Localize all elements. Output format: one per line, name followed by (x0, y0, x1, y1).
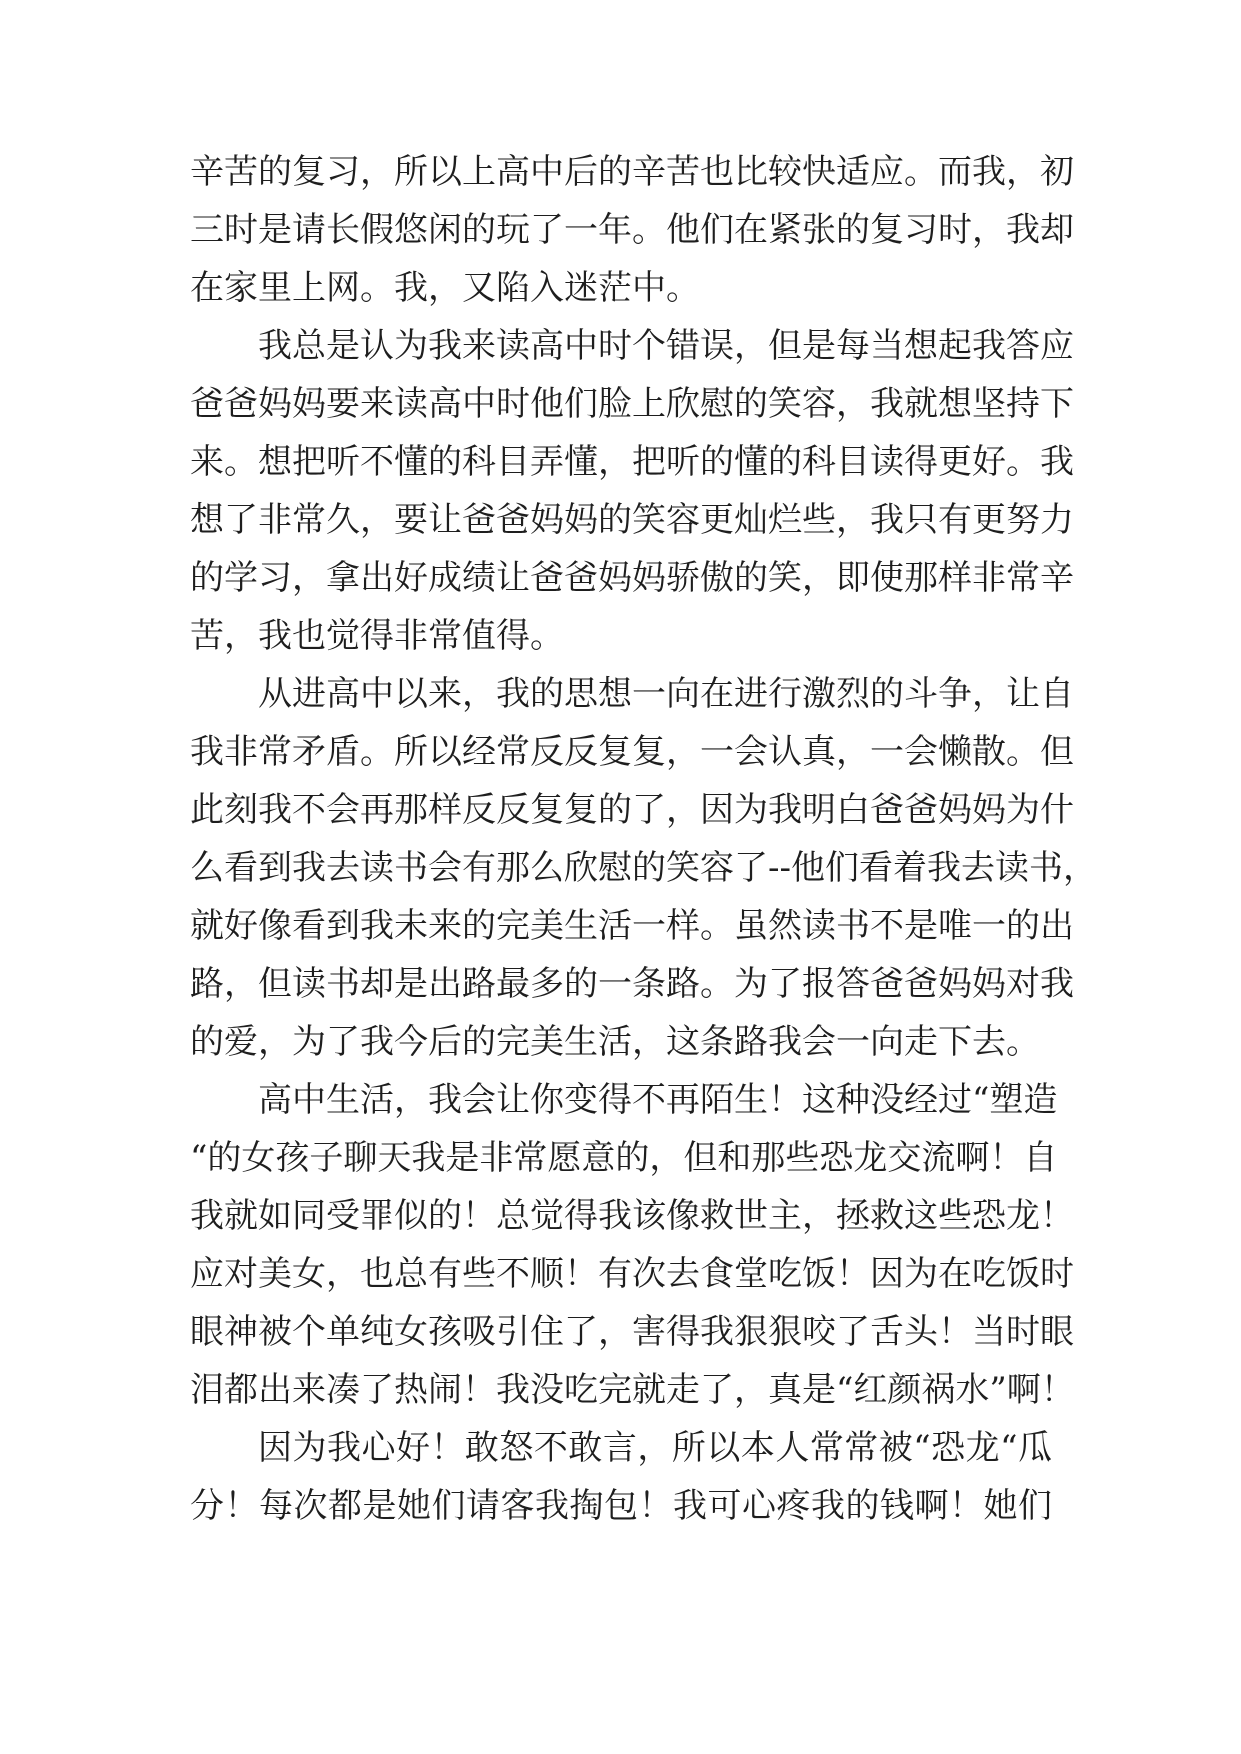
text-line: 应对美女，也总有些不顺！有次去食堂吃饭！因为在吃饭时 (190, 1254, 1074, 1294)
text-line: 泪都出来凑了热闹！我没吃完就走了，真是“红颜祸水”啊！ (190, 1370, 1075, 1410)
text-line: 的学习，拿出好成绩让爸爸妈妈骄傲的笑，即使那样非常辛 (190, 558, 1074, 598)
text-line: 我非常矛盾。所以经常反反复复，一会认真，一会懒散。但 (190, 732, 1074, 772)
paragraph-first-line: 我总是认为我来读高中时个错误，但是每当想起我答应 (258, 326, 1074, 366)
text-line: 的爱，为了我今后的完美生活，这条路我会一向走下去。 (190, 1022, 1040, 1062)
text-line: 就好像看到我未来的完美生活一样。虽然读书不是唯一的出 (190, 906, 1074, 946)
text-line: 路，但读书却是出路最多的一条路。为了报答爸爸妈妈对我 (190, 964, 1074, 1004)
paragraph-first-line: 从进高中以来，我的思想一向在进行激烈的斗争，让自 (258, 674, 1074, 714)
text-line: 想了非常久，要让爸爸妈妈的笑容更灿烂些，我只有更努力 (190, 500, 1074, 540)
text-line: 么看到我去读书会有那么欣慰的笑容了--他们看着我去读书， (190, 848, 1097, 888)
document-body (190, 143, 1097, 1535)
text-line: 在家里上网。我，又陷入迷茫中。 (190, 268, 700, 308)
text-line: 眼神被个单纯女孩吸引住了，害得我狠狠咬了舌头！当时眼 (190, 1312, 1074, 1352)
text-line: 此刻我不会再那样反反复复的了，因为我明白爸爸妈妈为什 (190, 790, 1074, 830)
text-line: 分！每次都是她们请客我掏包！我可心疼我的钱啊！她们 (190, 1486, 1052, 1526)
paragraph-first-line: 高中生活，我会让你变得不再陌生！这种没经过“塑造 (258, 1080, 1058, 1120)
text-line: 爸爸妈妈要来读高中时他们脸上欣慰的笑容，我就想坚持下 (190, 384, 1074, 424)
text-line: “的女孩子聊天我是非常愿意的，但和那些恐龙交流啊！自 (190, 1138, 1058, 1178)
text-line: 我就如同受罪似的！总觉得我该像救世主，拯救这些恐龙！ (190, 1196, 1074, 1236)
text-line: 来。想把听不懂的科目弄懂，把听的懂的科目读得更好。我 (190, 442, 1074, 482)
text-line: 辛苦的复习，所以上高中后的辛苦也比较快适应。而我，初 (190, 152, 1074, 192)
text-line: 苦，我也觉得非常值得。 (190, 616, 564, 656)
text-line: 三时是请长假悠闲的玩了一年。他们在紧张的复习时，我却 (190, 210, 1074, 250)
paragraph-first-line: 因为我心好！敢怒不敢言，所以本人常常被“恐龙“瓜 (258, 1428, 1052, 1468)
